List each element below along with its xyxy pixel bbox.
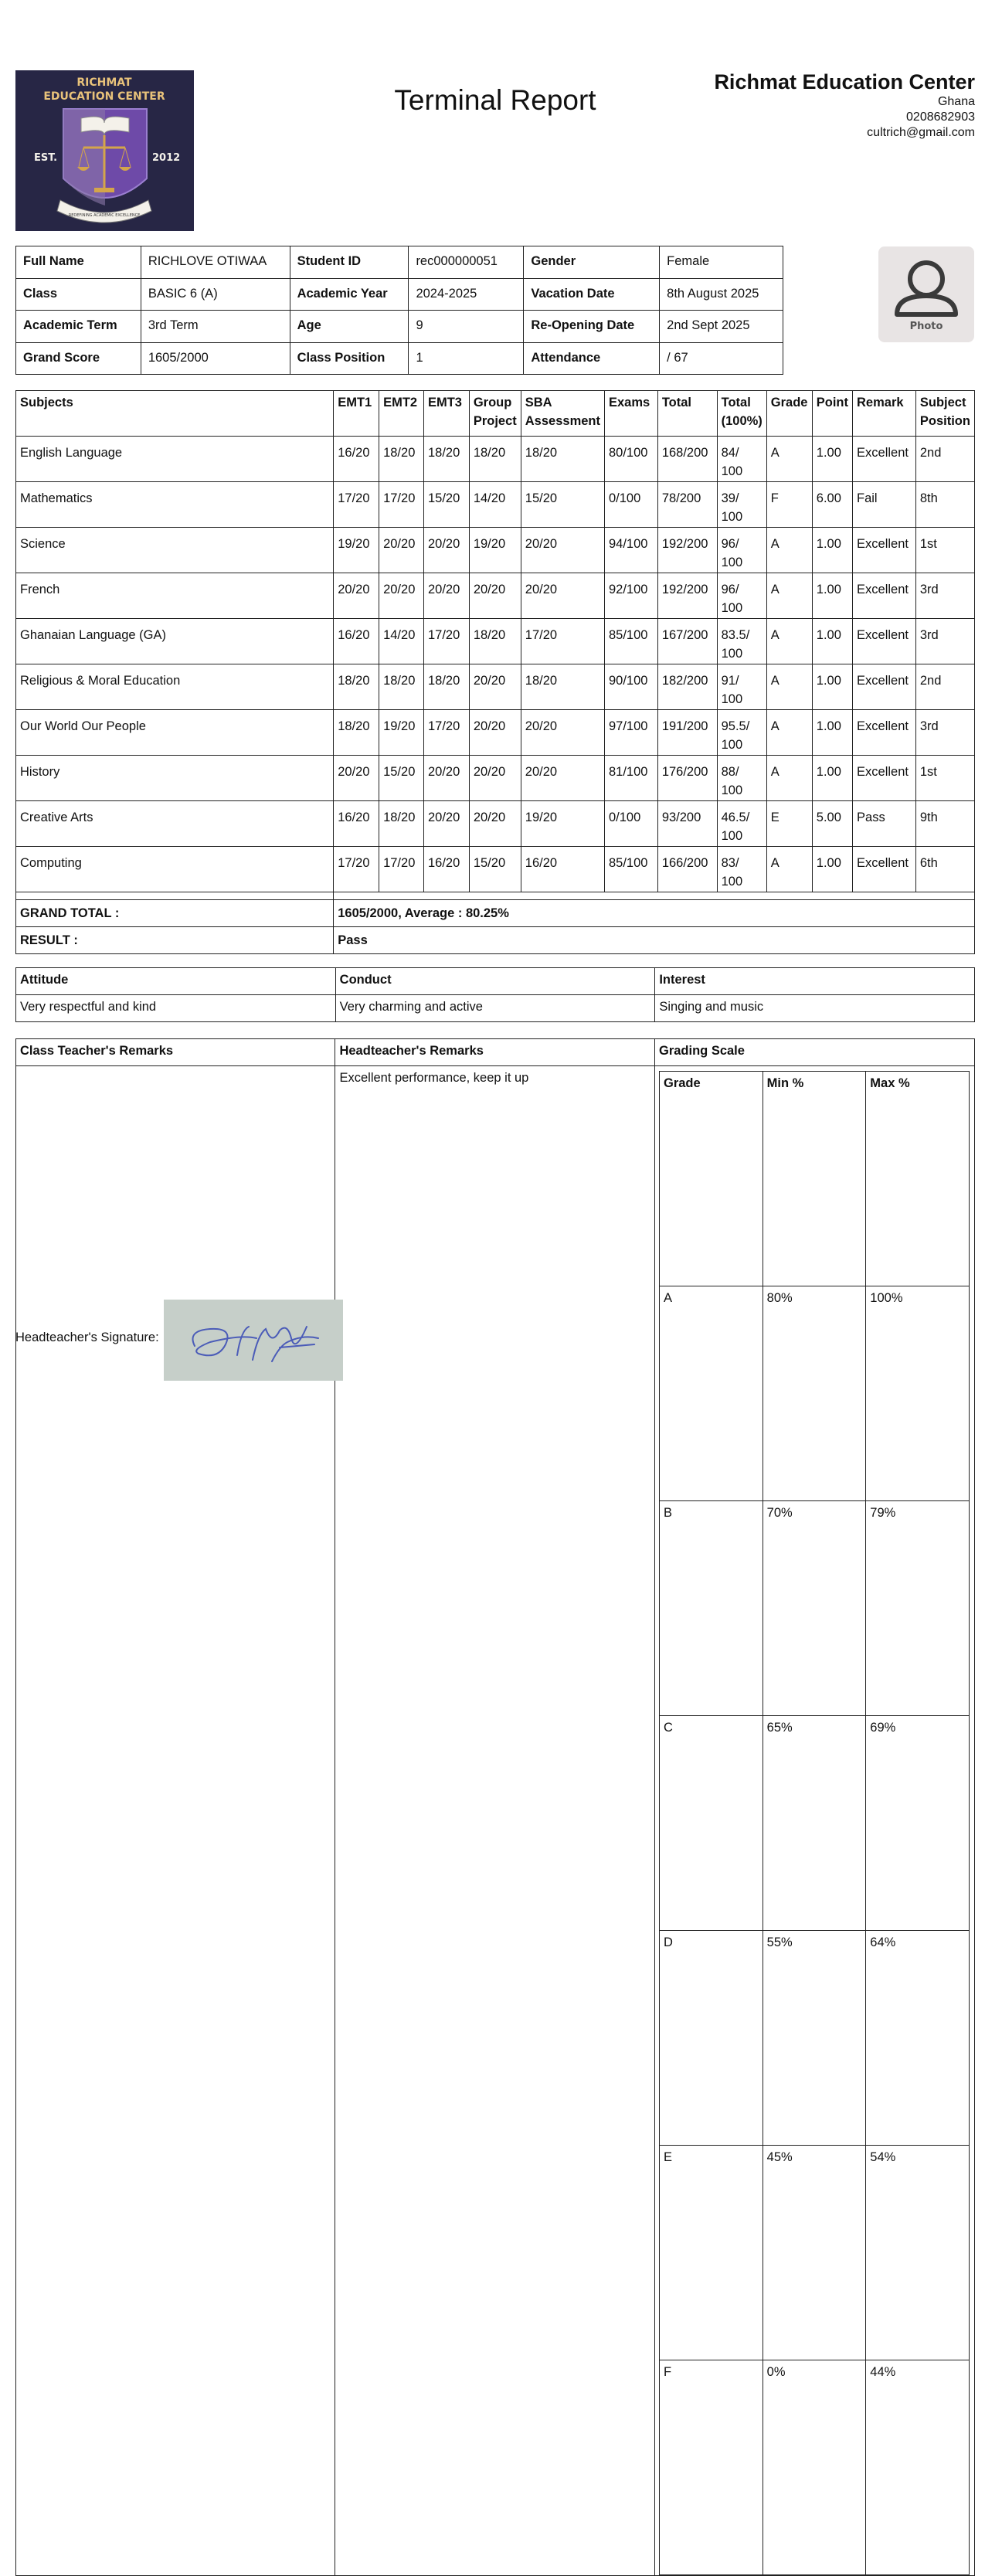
remarks-body-row xyxy=(16,1066,975,2576)
grading-cell: C xyxy=(659,1716,763,1931)
table-cell: 168/200 xyxy=(657,437,717,482)
table-cell: A xyxy=(766,573,812,619)
grading-cell: 64% xyxy=(866,1931,970,2146)
logo-year: 2012 xyxy=(152,152,181,164)
vacation-date-value: 8th August 2025 xyxy=(660,278,783,311)
academic-year-value: 2024-2025 xyxy=(409,278,524,311)
student-id-label: Student ID xyxy=(290,246,409,279)
table-cell: 166/200 xyxy=(657,847,717,892)
result-value: Pass xyxy=(334,927,975,954)
table-cell: 20/20 xyxy=(469,801,521,847)
age-label: Age xyxy=(290,311,409,343)
class-label: Class xyxy=(16,278,141,311)
traits-table xyxy=(15,967,975,1022)
table-cell: 18/20 xyxy=(334,664,379,710)
table-cell: 95.5/ 100 xyxy=(717,710,766,756)
table-cell: 83.5/ 100 xyxy=(717,619,766,664)
grading-cell: 69% xyxy=(866,1716,970,1931)
grading-cell: 54% xyxy=(866,2146,970,2360)
grand-score-label: Grand Score xyxy=(16,342,141,375)
academic-term-value: 3rd Term xyxy=(141,311,290,343)
table-cell: 18/20 xyxy=(521,664,604,710)
table-cell: Excellent xyxy=(853,756,916,801)
table-row xyxy=(16,482,975,528)
table-cell: 191/200 xyxy=(657,710,717,756)
grading-col-header: Max % xyxy=(866,1072,970,1286)
grand-total-value: 1605/2000, Average : 80.25% xyxy=(334,900,975,927)
table-cell: 167/200 xyxy=(657,619,717,664)
table-cell: Excellent xyxy=(853,573,916,619)
table-cell: 39/ 100 xyxy=(717,482,766,528)
table-cell: Excellent xyxy=(853,664,916,710)
class-position-value: 1 xyxy=(409,342,524,375)
table-cell: 20/20 xyxy=(469,710,521,756)
table-cell: 18/20 xyxy=(423,437,469,482)
table-cell: Creative Arts xyxy=(16,801,334,847)
table-cell: A xyxy=(766,664,812,710)
grading-cell: B xyxy=(659,1501,763,1716)
class-teacher-remarks-label: Class Teacher's Remarks xyxy=(16,1039,335,1066)
table-cell: 1.00 xyxy=(812,528,852,573)
table-row xyxy=(16,710,975,756)
table-row xyxy=(16,847,975,892)
signature-label: Headteacher's Signature: xyxy=(15,1330,159,1344)
table-cell: 20/20 xyxy=(521,756,604,801)
academic-year-label: Academic Year xyxy=(290,278,409,311)
table-row xyxy=(16,437,975,482)
grading-cell: 100% xyxy=(866,1286,970,1501)
table-cell: Pass xyxy=(853,801,916,847)
subjects-table xyxy=(15,390,975,954)
reopening-date-value: 2nd Sept 2025 xyxy=(660,311,783,343)
col-header: Point xyxy=(812,391,852,437)
reopening-date-label: Re-Opening Date xyxy=(524,311,660,343)
table-cell: 88/ 100 xyxy=(717,756,766,801)
signature-icon xyxy=(164,1300,343,1381)
logo-est: EST. xyxy=(34,152,58,164)
table-cell: 15/20 xyxy=(521,482,604,528)
table-cell: 90/100 xyxy=(604,664,657,710)
grading-cell: 44% xyxy=(866,2360,970,2575)
conduct-label: Conduct xyxy=(335,968,655,995)
remarks-header-row xyxy=(16,1039,975,1066)
class-value: BASIC 6 (A) xyxy=(141,278,290,311)
grading-cell: 79% xyxy=(866,1501,970,1716)
table-cell: 18/20 xyxy=(423,664,469,710)
table-cell: 17/20 xyxy=(423,710,469,756)
table-cell: 96/ 100 xyxy=(717,528,766,573)
grading-col-header: Min % xyxy=(763,1072,866,1286)
logo-text-top: RICHMAT xyxy=(76,76,132,89)
table-cell: A xyxy=(766,756,812,801)
col-header: EMT2 xyxy=(379,391,424,437)
grand-total-row xyxy=(16,900,975,927)
table-cell: 1.00 xyxy=(812,847,852,892)
table-cell: 3rd xyxy=(915,710,974,756)
table-cell: Mathematics xyxy=(16,482,334,528)
table-cell: 20/20 xyxy=(334,573,379,619)
table-cell: 15/20 xyxy=(423,482,469,528)
full-name-value: RICHLOVE OTIWAA xyxy=(141,246,290,279)
table-cell: 1.00 xyxy=(812,664,852,710)
table-cell: 16/20 xyxy=(334,619,379,664)
page-title: Terminal Report xyxy=(394,84,596,116)
headteacher-remarks-label: Headteacher's Remarks xyxy=(335,1039,655,1066)
table-cell: 83/ 100 xyxy=(717,847,766,892)
grand-total-label: GRAND TOTAL : xyxy=(16,900,334,927)
student-id-value: rec000000051 xyxy=(409,246,524,279)
table-cell: 16/20 xyxy=(334,801,379,847)
table-cell: Excellent xyxy=(853,847,916,892)
table-cell: 1st xyxy=(915,528,974,573)
remarks-table xyxy=(15,1038,975,2576)
logo-ribbon: REDEFINING ACADEMIC EXCELLENCE xyxy=(68,213,141,218)
table-cell: 14/20 xyxy=(469,482,521,528)
table-cell: Excellent xyxy=(853,619,916,664)
table-cell: 20/20 xyxy=(423,528,469,573)
table-cell: 18/20 xyxy=(379,801,424,847)
grading-cell: E xyxy=(659,2146,763,2360)
table-cell: 20/20 xyxy=(521,573,604,619)
col-header: Total xyxy=(657,391,717,437)
table-cell: 94/100 xyxy=(604,528,657,573)
vacation-date-label: Vacation Date xyxy=(524,278,660,311)
table-cell: 19/20 xyxy=(469,528,521,573)
table-cell: 18/20 xyxy=(379,664,424,710)
table-cell: 20/20 xyxy=(521,710,604,756)
table-cell: 1st xyxy=(915,756,974,801)
table-cell: English Language xyxy=(16,437,334,482)
table-cell: 1.00 xyxy=(812,710,852,756)
table-cell: 46.5/ 100 xyxy=(717,801,766,847)
table-cell: 78/200 xyxy=(657,482,717,528)
grading-cell: 45% xyxy=(763,2146,866,2360)
spacer-row xyxy=(16,892,975,900)
table-cell: 91/ 100 xyxy=(717,664,766,710)
table-cell: 20/20 xyxy=(423,573,469,619)
logo-text-sub: EDUCATION CENTER xyxy=(43,90,165,103)
traits-header-row xyxy=(16,968,975,995)
table-cell: 20/20 xyxy=(379,528,424,573)
table-cell: 85/100 xyxy=(604,847,657,892)
table-cell: 96/ 100 xyxy=(717,573,766,619)
table-cell: 84/ 100 xyxy=(717,437,766,482)
academic-term-label: Academic Term xyxy=(16,311,141,343)
table-cell: Excellent xyxy=(853,437,916,482)
grading-cell: 65% xyxy=(763,1716,866,1931)
school-email: cultrich@gmail.com xyxy=(867,126,975,139)
col-header: Grade xyxy=(766,391,812,437)
table-cell: 9th xyxy=(915,801,974,847)
table-cell: 17/20 xyxy=(521,619,604,664)
full-name-label: Full Name xyxy=(16,246,141,279)
col-header: Subject Position xyxy=(915,391,974,437)
table-cell: 15/20 xyxy=(379,756,424,801)
table-cell: Excellent xyxy=(853,528,916,573)
table-cell: 20/20 xyxy=(379,573,424,619)
table-cell: 192/200 xyxy=(657,528,717,573)
report-header xyxy=(15,70,975,233)
table-cell: 20/20 xyxy=(469,664,521,710)
info-row xyxy=(16,246,783,279)
table-cell: Our World Our People xyxy=(16,710,334,756)
interest-value: Singing and music xyxy=(655,995,975,1022)
table-cell: A xyxy=(766,847,812,892)
table-cell: 6th xyxy=(915,847,974,892)
table-cell: 16/20 xyxy=(423,847,469,892)
grading-row xyxy=(659,1501,969,1716)
table-cell: 93/200 xyxy=(657,801,717,847)
table-cell: A xyxy=(766,528,812,573)
col-header: SBA Assessment xyxy=(521,391,604,437)
grading-cell: 0% xyxy=(763,2360,866,2575)
student-photo-placeholder xyxy=(878,246,974,342)
col-header: EMT1 xyxy=(334,391,379,437)
table-cell: 16/20 xyxy=(334,437,379,482)
conduct-value: Very charming and active xyxy=(335,995,655,1022)
info-row xyxy=(16,311,783,343)
grading-row xyxy=(659,1931,969,2146)
grading-scale-cell xyxy=(654,1066,974,2576)
col-header: Exams xyxy=(604,391,657,437)
table-cell: 176/200 xyxy=(657,756,717,801)
table-cell: Fail xyxy=(853,482,916,528)
photo-label: Photo xyxy=(909,321,943,332)
table-row xyxy=(16,664,975,710)
table-cell: 20/20 xyxy=(423,801,469,847)
user-icon xyxy=(878,246,974,342)
table-cell: 18/20 xyxy=(469,619,521,664)
table-cell: Excellent xyxy=(853,710,916,756)
subject-rows xyxy=(16,437,975,892)
table-cell: F xyxy=(766,482,812,528)
table-row xyxy=(16,801,975,847)
attitude-label: Attitude xyxy=(16,968,336,995)
col-header: Subjects xyxy=(16,391,334,437)
grading-row xyxy=(659,2146,969,2360)
grading-cell: 80% xyxy=(763,1286,866,1501)
grading-row xyxy=(659,1286,969,1501)
school-info xyxy=(714,70,975,141)
school-country: Ghana xyxy=(937,95,975,108)
table-cell: 0/100 xyxy=(604,482,657,528)
table-cell: Ghanaian Language (GA) xyxy=(16,619,334,664)
table-cell: 15/20 xyxy=(469,847,521,892)
col-header: Remark xyxy=(853,391,916,437)
table-cell: 19/20 xyxy=(379,710,424,756)
grading-cell: D xyxy=(659,1931,763,2146)
school-name: Richmat Education Center xyxy=(714,70,975,93)
table-cell: 19/20 xyxy=(521,801,604,847)
grading-cell: 55% xyxy=(763,1931,866,2146)
table-row xyxy=(16,528,975,573)
table-cell: 3rd xyxy=(915,573,974,619)
subjects-header-row xyxy=(16,391,975,437)
result-row xyxy=(16,927,975,954)
table-cell: Science xyxy=(16,528,334,573)
table-cell: 92/100 xyxy=(604,573,657,619)
table-cell: 16/20 xyxy=(521,847,604,892)
table-cell: 192/200 xyxy=(657,573,717,619)
table-cell: 1.00 xyxy=(812,756,852,801)
col-header: Group Project xyxy=(469,391,521,437)
student-info-table xyxy=(15,246,783,375)
table-cell: 2nd xyxy=(915,437,974,482)
grading-header-row xyxy=(659,1072,969,1286)
school-phone: 0208682903 xyxy=(906,110,975,124)
table-cell: 18/20 xyxy=(469,437,521,482)
table-cell: 5.00 xyxy=(812,801,852,847)
table-row xyxy=(16,619,975,664)
table-cell: E xyxy=(766,801,812,847)
table-cell: Computing xyxy=(16,847,334,892)
grading-scale-label: Grading Scale xyxy=(654,1039,974,1066)
info-row xyxy=(16,278,783,311)
class-teacher-remarks-value xyxy=(16,1066,335,2576)
table-cell: 0/100 xyxy=(604,801,657,847)
table-cell: 1.00 xyxy=(812,573,852,619)
grading-col-header: Grade xyxy=(659,1072,763,1286)
table-cell: A xyxy=(766,437,812,482)
grading-cell: 70% xyxy=(763,1501,866,1716)
grading-cell: F xyxy=(659,2360,763,2575)
attendance-value: / 67 xyxy=(660,342,783,375)
table-cell: 6.00 xyxy=(812,482,852,528)
class-position-label: Class Position xyxy=(290,342,409,375)
col-header: EMT3 xyxy=(423,391,469,437)
table-cell: 17/20 xyxy=(334,482,379,528)
headteacher-remarks-value: Excellent performance, keep it up xyxy=(335,1066,655,2576)
table-cell: 3rd xyxy=(915,619,974,664)
table-cell: 19/20 xyxy=(334,528,379,573)
table-cell: 97/100 xyxy=(604,710,657,756)
grading-rows xyxy=(659,1286,969,2575)
grading-cell: A xyxy=(659,1286,763,1501)
table-cell: 18/20 xyxy=(379,437,424,482)
result-label: RESULT : xyxy=(16,927,334,954)
table-row xyxy=(16,573,975,619)
table-cell: 17/20 xyxy=(379,482,424,528)
table-cell: 20/20 xyxy=(469,756,521,801)
attitude-value: Very respectful and kind xyxy=(16,995,336,1022)
grading-row xyxy=(659,2360,969,2575)
interest-label: Interest xyxy=(655,968,975,995)
table-cell: 85/100 xyxy=(604,619,657,664)
table-cell: 182/200 xyxy=(657,664,717,710)
table-cell: 20/20 xyxy=(469,573,521,619)
table-cell: Religious & Moral Education xyxy=(16,664,334,710)
info-row xyxy=(16,342,783,375)
table-cell: 2nd xyxy=(915,664,974,710)
table-cell: History xyxy=(16,756,334,801)
table-cell: A xyxy=(766,619,812,664)
table-cell: 80/100 xyxy=(604,437,657,482)
table-cell: 17/20 xyxy=(379,847,424,892)
col-header: Total (100%) xyxy=(717,391,766,437)
table-cell: 8th xyxy=(915,482,974,528)
table-cell: 1.00 xyxy=(812,619,852,664)
table-cell: 17/20 xyxy=(423,619,469,664)
traits-value-row xyxy=(16,995,975,1022)
table-cell: 20/20 xyxy=(521,528,604,573)
attendance-label: Attendance xyxy=(524,342,660,375)
table-cell: 20/20 xyxy=(423,756,469,801)
table-cell: 18/20 xyxy=(334,710,379,756)
age-value: 9 xyxy=(409,311,524,343)
table-cell: 17/20 xyxy=(334,847,379,892)
headteacher-signature xyxy=(164,1300,343,1381)
table-row xyxy=(16,756,975,801)
table-cell: 18/20 xyxy=(521,437,604,482)
gender-value: Female xyxy=(660,246,783,279)
table-cell: French xyxy=(16,573,334,619)
grand-score-value: 1605/2000 xyxy=(141,342,290,375)
table-cell: 14/20 xyxy=(379,619,424,664)
grading-row xyxy=(659,1716,969,1931)
table-cell: A xyxy=(766,710,812,756)
table-cell: 1.00 xyxy=(812,437,852,482)
table-cell: 20/20 xyxy=(334,756,379,801)
grading-scale-table xyxy=(659,1071,970,2575)
gender-label: Gender xyxy=(524,246,660,279)
table-cell: 81/100 xyxy=(604,756,657,801)
